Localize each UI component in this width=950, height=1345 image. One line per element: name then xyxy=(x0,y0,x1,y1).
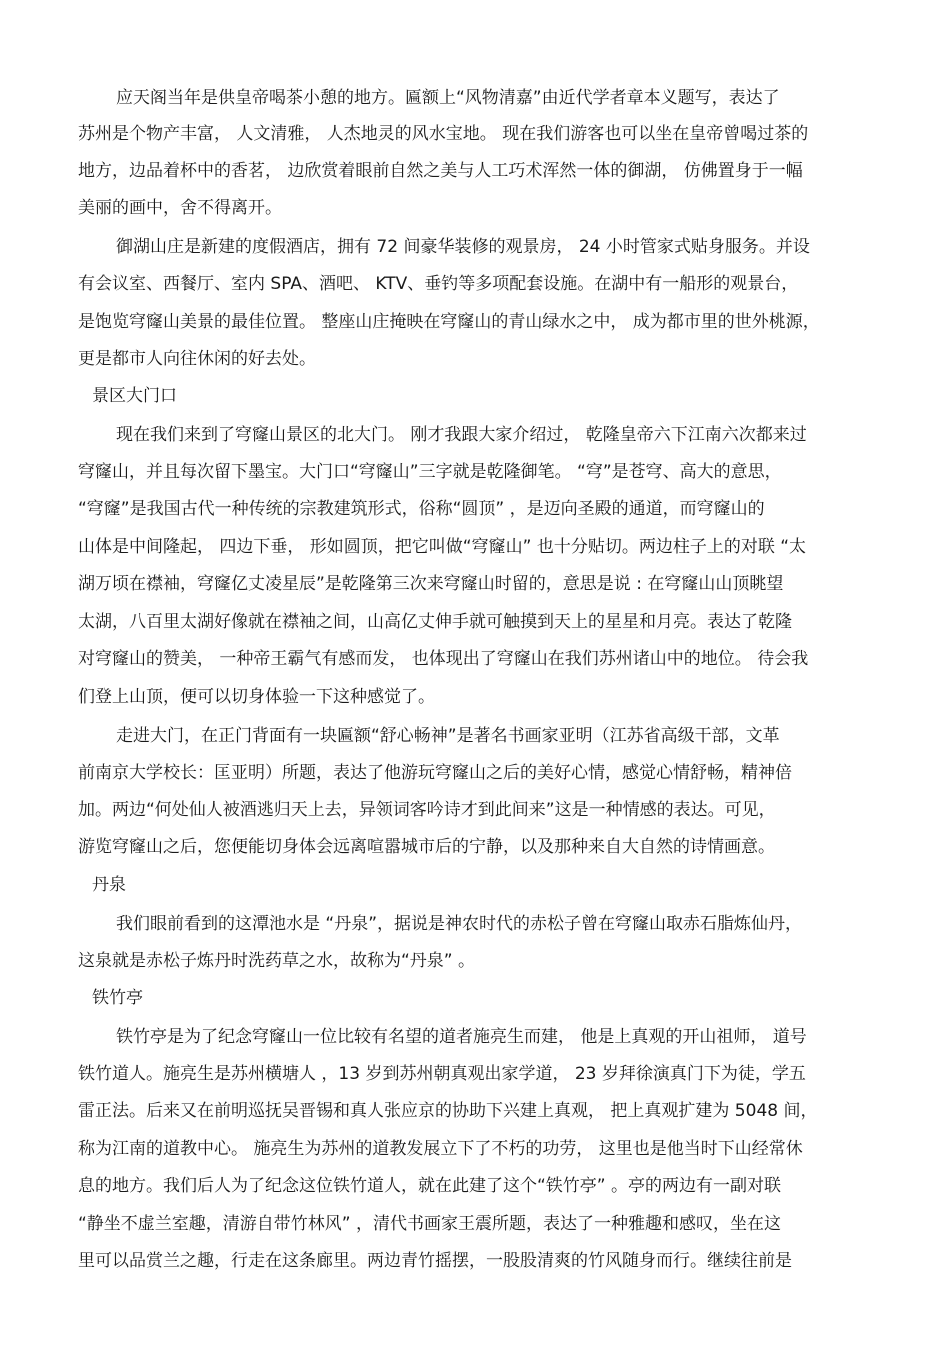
text-line: 游览穹窿山之后，您便能切身体会远离喧嚣城市后的宁静，以及那种来自大自然的诗情画意。 xyxy=(78,837,775,857)
text-line: 地方，边品着杯中的香茗， 边欣赏着眼前自然之美与人工巧术浑然一体的御湖， 仿佛置身于一幅 xyxy=(78,161,803,181)
text-line: 湖万顷在襟袖，穹窿亿丈凌星辰”是乾隆第三次来穹窿山时留的，意思是说 : 在穹窿山山顶眺望 xyxy=(78,574,784,594)
text-line: 息的地方。我们后人为了纪念这位铁竹道人，就在此建了这个“铁竹亭” 。亭的两边有一副对联 xyxy=(78,1176,782,1196)
section-heading: 丹泉 xyxy=(92,875,126,895)
text-line: 是饱览穹窿山美景的最佳位置。 整座山庄掩映在穹窿山的青山绿水之中， 成为都市里的世外桃源， xyxy=(78,312,820,332)
text-line: 更是都市人向往休闲的好去处。 xyxy=(78,349,316,369)
text-line: 雷正法。后来又在前明巡抚吴晋锡和真人张应京的协助下兴建上真观， 把上真观扩建为 5048 间， xyxy=(78,1101,818,1121)
text-line: 美丽的画中，舍不得离开。 xyxy=(78,198,282,218)
section-heading: 景区大门口 xyxy=(92,386,177,406)
text-line: “穹窿”是我国古代一种传统的宗教建筑形式，俗称“圆顶” ，是迈向圣殿的通道，而穹窿山的 xyxy=(78,499,765,519)
text-line: 前南京大学校长：匡亚明）所题，表达了他游玩穹窿山之后的美好心情，感觉心情舒畅，精神倍 xyxy=(78,763,792,783)
text-line: 铁竹亭是为了纪念穹窿山一位比较有名望的道者施亮生而建， 他是上真观的开山祖师， 道号 xyxy=(116,1027,807,1047)
text-line: 称为江南的道教中心。 施亮生为苏州的道教发展立下了不朽的功劳， 这里也是他当时下山经常休 xyxy=(78,1139,803,1159)
text-line: 有会议室、西餐厅、室内 SPA、酒吧、 KTV、垂钓等多项配套设施。在湖中有一船形的观景台， xyxy=(78,274,799,294)
text-line: 走进大门，在正门背面有一块匾额“舒心畅神”是著名书画家亚明（江苏省高级干部，文革 xyxy=(116,726,780,746)
text-line: 现在我们来到了穹窿山景区的北大门。 刚才我跟大家介绍过， 乾隆皇帝六下江南六次都来过 xyxy=(116,425,807,445)
text-line: 我们眼前看到的这潭池水是 “丹泉”，据说是神农时代的赤松子曾在穹窿山取赤石脂炼仙丹， xyxy=(116,914,803,934)
text-line: 对穹窿山的赞美， 一种帝王霸气有感而发， 也体现出了穹窿山在我们苏州诸山中的地位。 待会我 xyxy=(78,649,809,669)
text-line: 们登上山顶，便可以切身体验一下这种感觉了。 xyxy=(78,687,435,707)
text-line: 加。两边“何处仙人被酒逃归天上去，异领词客吟诗才到此间来”这是一种情感的表达。可见， xyxy=(78,800,776,820)
text-line: 这泉就是赤松子炼丹时洗药草之水，故称为“丹泉” 。 xyxy=(78,951,476,971)
text-line: 御湖山庄是新建的度假酒店，拥有 72 间豪华装修的观景房， 24 小时管家式贴身服务。并设 xyxy=(116,237,810,257)
text-line: “静坐不虚兰室趣，清游自带竹林风” ，清代书画家王震所题，表达了一种雅趣和感叹，坐在这 xyxy=(78,1214,782,1234)
text-line: 太湖，八百里太湖好像就在襟袖之间，山高亿丈伸手就可触摸到天上的星星和月亮。表达了乾隆 xyxy=(78,612,792,632)
text-line: 山体是中间隆起， 四边下垂， 形如圆顶，把它叫做“穹窿山” 也十分贴切。两边柱子上的对联 “太 xyxy=(78,537,807,557)
text-line: 铁竹道人。施亮生是苏州横塘人 ，13 岁到苏州朝真观出家学道， 23 岁拜徐演真门下为徒，学五 xyxy=(78,1064,806,1084)
text-line: 应天阁当年是供皇帝喝茶小憩的地方。匾额上“风物清嘉”由近代学者章本义题写，表达了 xyxy=(116,88,780,108)
section-heading: 铁竹亭 xyxy=(92,988,143,1008)
text-line: 穹窿山，并且每次留下墨宝。大门口“穹窿山”三字就是乾隆御笔。 “穹”是苍穹、高大的意思， xyxy=(78,462,782,482)
text-line: 里可以品赏兰之趣，行走在这条廊里。两边青竹摇摆，一股股清爽的竹风随身而行。继续往前是 xyxy=(78,1251,792,1271)
text-line: 苏州是个物产丰富， 人文清雅， 人杰地灵的风水宝地。 现在我们游客也可以坐在皇帝曾喝过茶的 xyxy=(78,124,809,144)
